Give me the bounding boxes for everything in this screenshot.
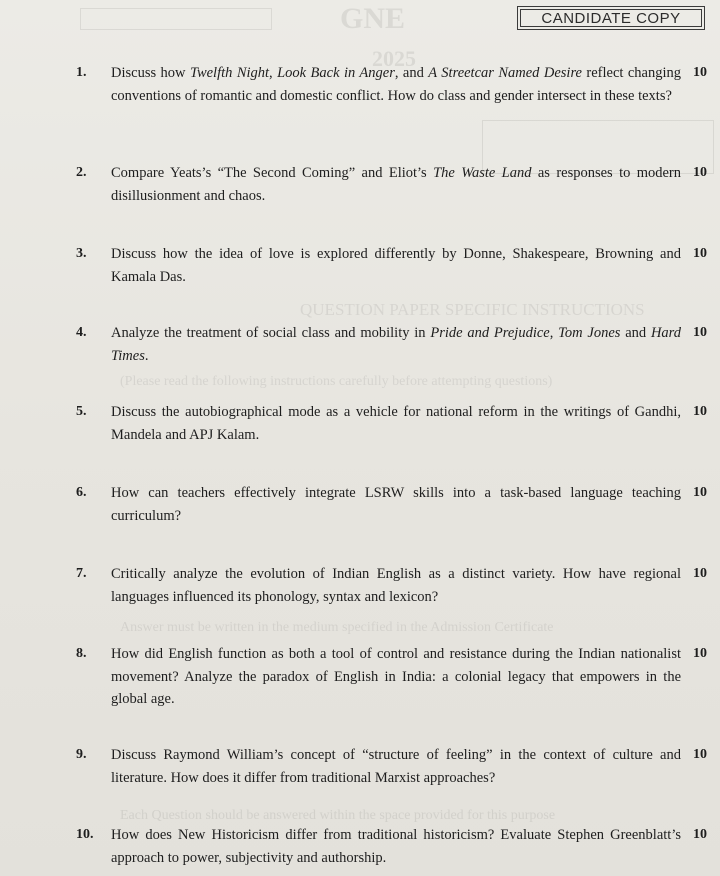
question-number: 9. — [76, 747, 87, 762]
question-text — [111, 744, 681, 789]
question-text-segment: How can teachers effectively integrate LSRW skills into a task-based language teaching curriculum? — [111, 485, 681, 524]
question-text — [111, 243, 681, 288]
question-text-segment: How did English function as both a tool of control and resistance during the Indian nationalist movement? Analyze the paradox of English in India: a colonial legacy that empowers in the global age. — [111, 646, 681, 707]
question-marks: 10 — [693, 485, 707, 500]
question-text-segment: Discuss how — [111, 65, 190, 81]
question-marks: 10 — [693, 246, 707, 261]
question-number: 5. — [76, 404, 87, 419]
question-text-segment: reflect changing conventions of romantic and domestic conflict. How do class and gender intersect in these texts? — [111, 65, 682, 104]
question-marks: 10 — [693, 827, 707, 842]
question-number: 6. — [76, 485, 87, 500]
question-text-segment: Discuss how the idea of love is explored differently by Donne, Shakespeare, Browning and Kamala Das. — [111, 246, 681, 285]
question-marks: 10 — [693, 325, 707, 340]
question-text-segment: , — [269, 65, 278, 81]
question-text-segment: Discuss Raymond William’s concept of “structure of feeling” in the context of culture and literature. How does it differ from traditional Marxist approaches? — [111, 747, 681, 786]
question-number: 8. — [76, 646, 87, 661]
question-text-segment: How does New Historicism differ from traditional historicism? Evaluate Stephen Greenblatt’s approach to power, subjectivity and authorship. — [111, 827, 681, 866]
question-marks: 10 — [693, 165, 707, 180]
work-title: Pride and Prejudice — [430, 325, 550, 341]
question-text — [111, 482, 681, 527]
question-number: 3. — [76, 246, 87, 261]
question-text-segment: as responses to modern disillusionment and chaos. — [111, 165, 682, 204]
question-text-segment: Discuss the autobiographical mode as a vehicle for national reform in the writings of Gandhi, Mandela and APJ Kalam. — [111, 404, 681, 443]
bleed-through-line: (Please read the following instructions carefully before attempting questions) — [120, 374, 553, 389]
question-text-segment: Critically analyze the evolution of Indian English as a distinct variety. How have regional languages influenced its phonology, syntax and lexicon? — [111, 566, 681, 605]
work-title: Look Back in Anger — [277, 65, 395, 81]
question-text-segment: and — [620, 325, 651, 341]
question-marks: 10 — [693, 566, 707, 581]
question-text — [111, 322, 681, 367]
stamp-label: CANDIDATE COPY — [520, 9, 702, 27]
question-number: 4. — [76, 325, 87, 340]
question-text-segment: Compare Yeats’s “The Second Coming” and Eliot’s — [111, 165, 434, 181]
question-number: 2. — [76, 165, 87, 180]
question-marks: 10 — [693, 747, 707, 762]
bleed-through-line: QUESTION PAPER SPECIFIC INSTRUCTIONS — [300, 300, 645, 319]
question-marks: 10 — [693, 65, 707, 80]
work-title: The Waste Land — [433, 165, 532, 181]
bleed-through-heading: GNE — [340, 2, 406, 35]
bleed-through-line: Each Question should be answered within the space provided for this purpose — [120, 808, 556, 823]
question-text — [111, 162, 681, 207]
question-text — [111, 824, 681, 869]
question-text-segment: , and — [394, 65, 429, 81]
question-number: 1. — [76, 65, 87, 80]
question-text — [111, 563, 681, 608]
question-text-segment: Analyze the treatment of social class and mobility in — [111, 325, 431, 341]
question-text — [111, 401, 681, 446]
bleed-through-line: Answer must be written in the medium specified in the Admission Certificate — [120, 620, 554, 635]
question-number: 7. — [76, 566, 87, 581]
bleed-through-year: 2025 — [372, 46, 416, 71]
question-text-segment: , — [549, 325, 559, 341]
question-marks: 10 — [693, 646, 707, 661]
work-title: Hard Times — [111, 325, 682, 364]
question-number: 10. — [76, 827, 94, 842]
question-text-segment: . — [144, 347, 149, 364]
work-title: Tom Jones — [558, 325, 621, 341]
question-text — [111, 62, 681, 107]
question-text — [111, 643, 681, 711]
work-title: A Streetcar Named Desire — [428, 65, 582, 81]
question-marks: 10 — [693, 404, 707, 419]
work-title: Twelfth Night — [189, 65, 270, 81]
